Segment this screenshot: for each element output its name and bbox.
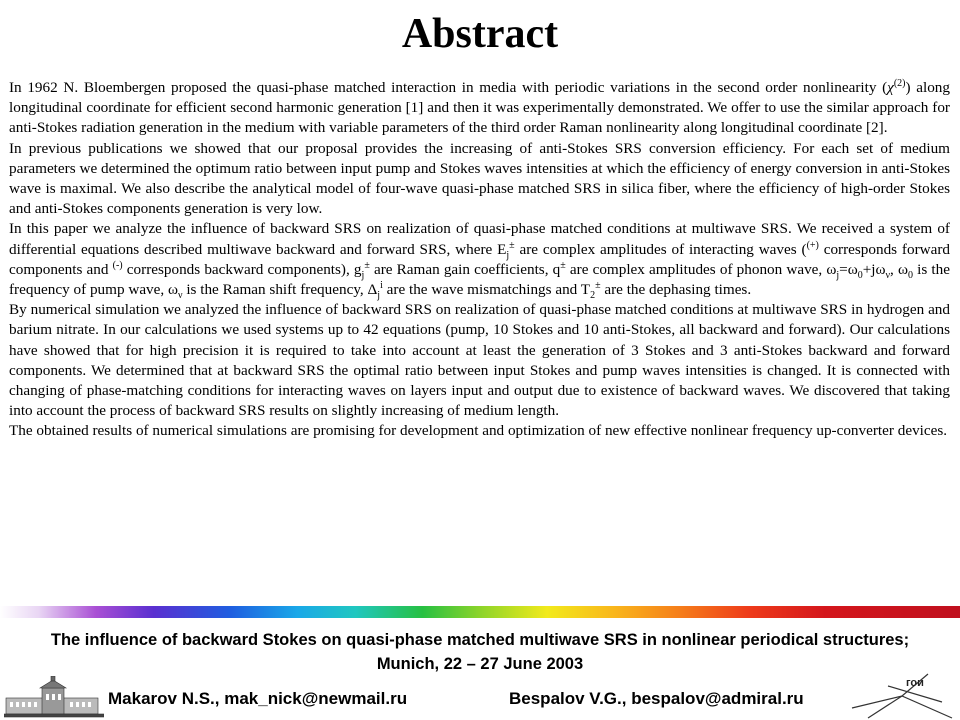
paragraph-5: The obtained results of numerical simulations are promising for development and optimization of new effective nonlinear frequency up-converter devices. bbox=[9, 422, 948, 440]
paragraph-4: By numerical simulation we analyzed the influence of backward SRS on realization of quasi-phase matched conditions at multiwave SRS in hydrogen and barium nitrate. In our calculations we used systems up to 42 equations (pump, 10 Stokes and 10 anti-Stokes, all backward and forward). Our calculations have showed that for high precision it is required to take into account at least the generation of 3 Stokes and 3 anti-Stokes backward and forward components. We determined that at backward SRS the optimal ratio between input Stokes and pump waves intensities is changed. It is connected with changing of phase-matching conditions for interacting waves on layers input and output due to existence of backward waves. We discovered that taking into account the process of backward SRS results on slightly increasing of medium length. bbox=[9, 301, 950, 420]
goi-logo bbox=[848, 668, 956, 720]
author-bespalov: Bespalov V.G., bespalov@admiral.ru bbox=[509, 689, 804, 708]
abstract-body bbox=[9, 78, 950, 442]
paragraph-3: In this paper we analyze the influence of backward SRS on realization of quasi-phase matched conditions at multiwave SRS. We received a system of differential equations described multiwave backward and forward SRS, where $E_j^\pm$ are complex amplitudes of interacting waves ((+) corresponds forward components and (-) corresponds backward components), $g_j^\pm$ are Raman gain coefficients, q± are complex amplitudes of phonon wave, $\omega_j=\omega_0+j\omega_\nu$, $\omega_0$ is the frequency of pump wave, $\omega_\nu$ is the Raman shift frequency, $\Delta_j^i$ are the wave mismatchings and $T_2^\pm$ are the dephasing times. bbox=[9, 220, 950, 302]
paragraph-1: In 1962 N. Bloembergen proposed the quasi-phase matched interaction in media with periodic variations in the second order nonlinearity $(\chi^{(2)})$ along longitudinal coordinate for efficient second harmonic generation [1] and then it was experimentally demonstrated. We offer to use the similar approach for anti-Stokes radiation generation in the medium with variable parameters of the third order Raman nonlinearity along longitudinal coordinate [2]. bbox=[9, 77, 950, 137]
page-title: Abstract bbox=[401, 11, 559, 57]
rainbow-divider bbox=[0, 606, 960, 618]
paragraph-2: In previous publications we showed that our proposal provides the increasing of anti-Stokes SRS conversion efficiency. For each set of medium parameters we determined the optimum ratio between input pump and Stokes waves intensities at which the efficiency of energy conversion in anti-Stokes wave is maximal. We also describe the analytical model of four-wave quasi-phase matched SRS in silica fiber, where the efficiency of high-order Stokes and anti-Stokes components generation is very low. bbox=[9, 139, 950, 218]
footer-title: The influence of backward Stokes on quasi-phase matched multiwave SRS in nonlinear periodical structures; Munich, 22 – 27 June 2003 bbox=[50, 631, 910, 673]
author-makarov: Makarov N.S., mak_nick@newmail.ru bbox=[108, 689, 408, 708]
goi-logo-text: гои bbox=[906, 677, 924, 689]
institute-building-logo bbox=[4, 676, 104, 720]
